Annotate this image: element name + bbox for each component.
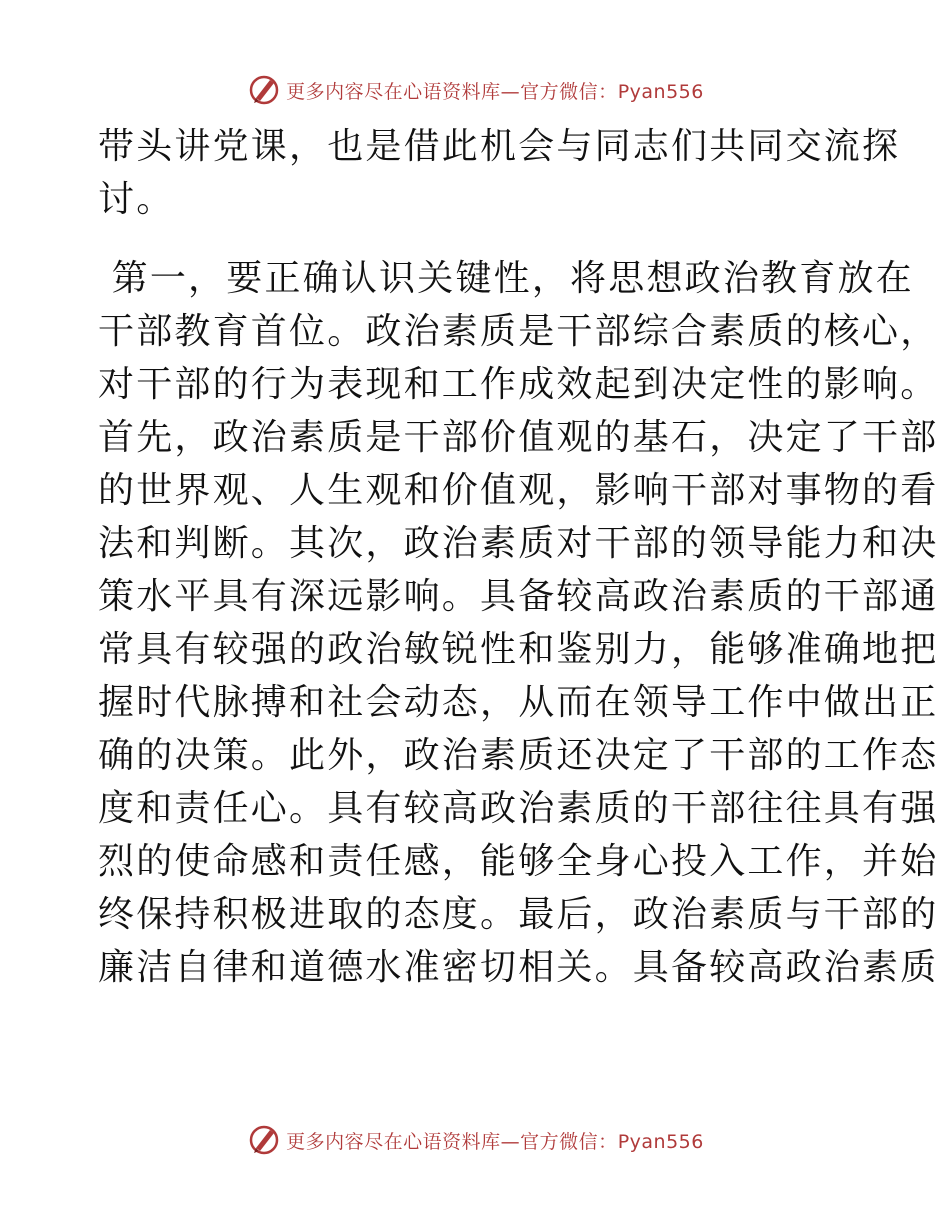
text-line: 第一，要正确认识关键性，将思想政治教育放在	[98, 258, 914, 299]
banner-title: 更多内容尽在心语资料库	[286, 1130, 501, 1153]
text-line: 确的决策。此外，政治素质还决定了干部的工作态	[98, 735, 939, 776]
text-line: 烈的使命感和责任感，能够全身心投入工作，并始	[98, 841, 939, 882]
banner-title: 更多内容尽在心语资料库	[286, 80, 501, 103]
text-line: 对干部的行为表现和工作成效起到决定性的影响。	[98, 364, 939, 405]
text-line: 策水平具有深远影响。具备较高政治素质的干部通	[98, 576, 939, 617]
document-body	[98, 120, 939, 994]
text-line: 度和责任心。具有较高政治素质的干部往往具有强	[98, 788, 939, 829]
banner-official: 官方微信：	[520, 80, 618, 103]
banner-official: 官方微信：	[520, 1130, 618, 1153]
text-line: 干部教育首位。政治素质是干部综合素质的核心，	[98, 311, 939, 352]
text-line: 法和判断。其次，政治素质对干部的领导能力和决	[98, 523, 939, 564]
header-banner	[0, 70, 950, 110]
text-line: 带头讲党课，也是借此机会与同志们共同交流探	[98, 126, 901, 167]
text-line: 终保持积极进取的态度。最后，政治素质与干部的	[98, 894, 939, 935]
text-line: 讨。	[98, 179, 175, 220]
text-line: 握时代脉搏和社会动态，从而在领导工作中做出正	[98, 682, 939, 723]
banner-wechat-id: Pyan556	[617, 80, 704, 103]
paragraph-1	[98, 120, 901, 226]
banner-wechat-id: Pyan556	[617, 1130, 704, 1153]
footer-banner	[0, 1120, 950, 1160]
pen-logo-icon	[246, 72, 282, 108]
pen-logo-icon	[246, 1122, 282, 1158]
text-line: 的世界观、人生观和价值观，影响干部对事物的看	[98, 470, 939, 511]
paragraph-2	[98, 252, 939, 994]
text-line: 廉洁自律和道德水准密切相关。具备较高政治素质	[98, 947, 939, 988]
text-line: 首先，政治素质是干部价值观的基石，决定了干部	[98, 417, 939, 458]
banner-separator: —	[500, 80, 521, 103]
banner-separator: —	[500, 1130, 521, 1153]
text-line: 常具有较强的政治敏锐性和鉴别力，能够准确地把	[98, 629, 939, 670]
